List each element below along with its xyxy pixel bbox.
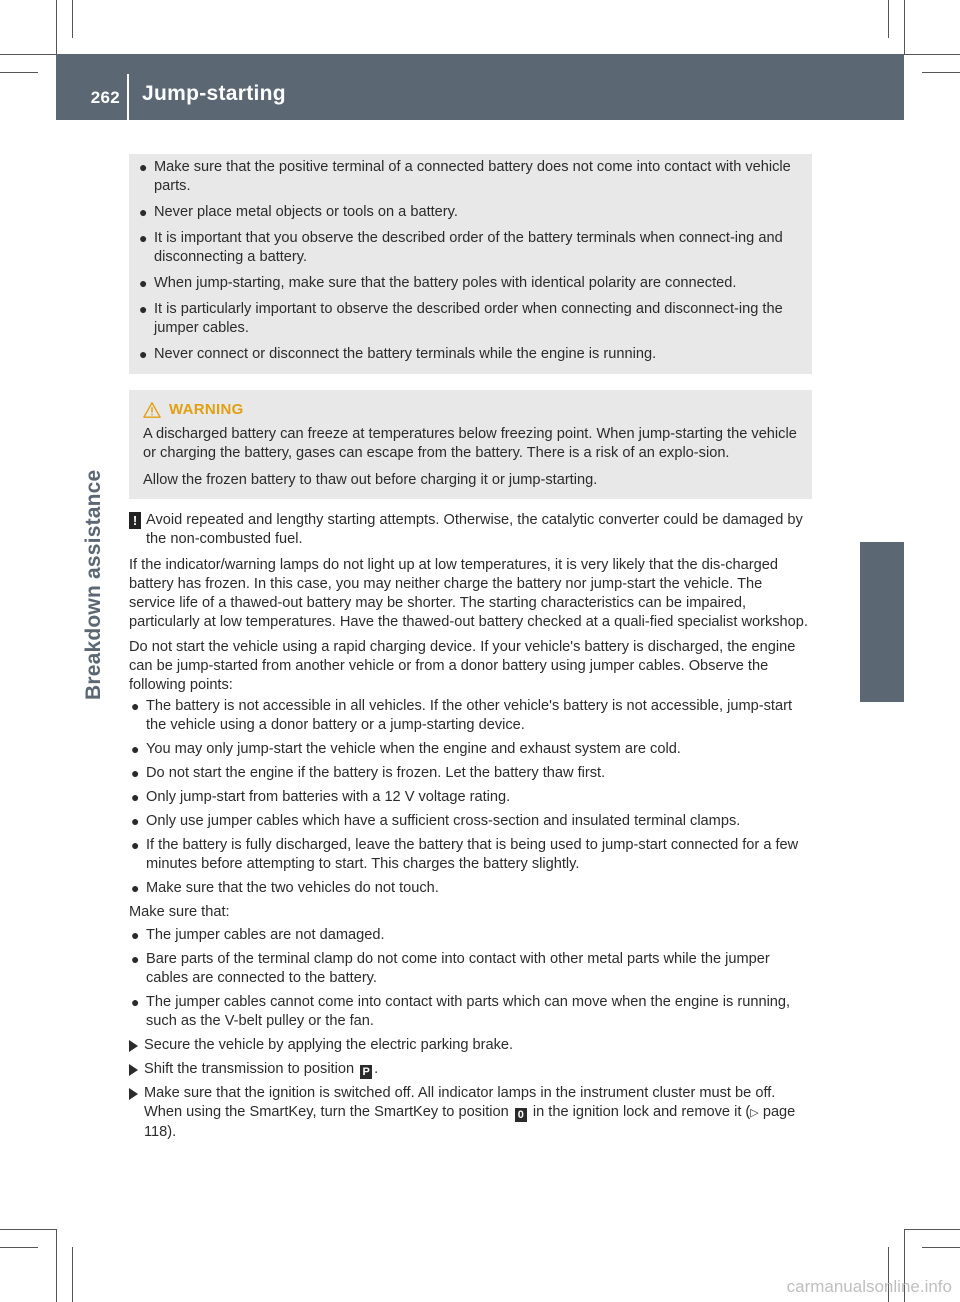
page-number: 262 <box>90 88 120 107</box>
warning-title: WARNING <box>169 401 244 418</box>
paragraph: Do not start the vehicle using a rapid charging device. If your vehicle's battery is discharged, the engine can be jump-started from another vehicle or from a donor battery using jumper cables. Observe the following points: <box>129 639 796 693</box>
warning-text: Allow the frozen battery to thaw out before charging it or jump-starting. <box>143 472 598 488</box>
paragraph: If the indicator/warning lamps do not light up at low temperatures, it is very likely that the dis-charged battery has frozen. In this case, you may neither charge the battery nor jump-start the vehicle. The service life of a thawed-out battery may be shorter. The starting characteristics can be impaired, particularly at low temperatures. Have the thawed-out battery checked at a quali-fied specialist workshop. <box>129 557 808 630</box>
list-item: ● When jump-starting, make sure that the battery poles with identical polarity are connected. <box>139 275 737 291</box>
crop-mark <box>56 0 57 54</box>
step-arrow-icon <box>129 1088 138 1100</box>
crop-mark <box>56 1229 57 1302</box>
list-item: ● Never connect or disconnect the battery terminals while the engine is running. <box>139 346 657 362</box>
bullet-icon: ● <box>139 230 148 246</box>
crop-mark <box>904 54 960 55</box>
list-item: ● If the battery is fully discharged, leave the battery that is being used to jump-start connected for a few minutes before attempting to start. This charges the battery slightly. <box>131 837 799 872</box>
warning-triangle-icon <box>143 401 161 419</box>
bullet-icon: ● <box>131 698 140 714</box>
note-text: Avoid repeated and lengthy starting attempts. Otherwise, the catalytic converter could be damaged by the non-combusted fuel. <box>146 512 803 547</box>
bullet-icon: ● <box>131 994 140 1010</box>
section-title: Jump-starting <box>142 82 286 105</box>
list-item: ● Never place metal objects or tools on a battery. <box>139 204 458 220</box>
instruction-step: Make sure that the ignition is switched off. All indicator lamps in the instrument cluster must be off. When using the SmartKey, turn the SmartKey to position 0 in the ignition lock and remove it (▷ page 118). <box>129 1084 812 1142</box>
header-divider <box>127 74 129 120</box>
list-item: ● Bare parts of the terminal clamp do not come into contact with other metal parts while the jumper cables are connected to the battery. <box>131 951 770 986</box>
warning-header <box>131 400 798 419</box>
instruction-step: Secure the vehicle by applying the electric parking brake. <box>129 1036 812 1055</box>
crop-mark <box>922 1247 960 1248</box>
instruction-step: Shift the transmission to position P . <box>129 1060 812 1079</box>
list-item: ● Do not start the engine if the battery is frozen. Let the battery thaw first. <box>131 765 606 781</box>
bullet-icon: ● <box>139 346 148 362</box>
bullet-icon: ● <box>131 741 140 757</box>
list-item: ● Make sure that the two vehicles do not touch. <box>131 880 439 896</box>
list-item: ● The jumper cables are not damaged. <box>131 927 385 943</box>
park-position-icon: P <box>360 1065 372 1079</box>
warning-panel <box>129 390 812 499</box>
bullet-icon: ● <box>139 159 148 175</box>
bullet-icon: ● <box>131 951 140 967</box>
side-tab-label: Breakdown assistance <box>82 469 105 700</box>
crop-mark <box>0 1247 38 1248</box>
crop-mark <box>72 0 73 38</box>
bullet-icon: ● <box>131 789 140 805</box>
step-arrow-icon <box>129 1064 138 1076</box>
bullet-icon: ● <box>131 837 140 853</box>
page-reference-link[interactable]: page 118 <box>144 1104 796 1140</box>
bullet-icon: ● <box>139 204 148 220</box>
crop-mark <box>0 72 38 73</box>
crop-mark <box>72 1247 73 1302</box>
bullet-icon: ● <box>139 275 148 291</box>
note <box>129 511 812 549</box>
points-list <box>129 697 812 898</box>
bullet-icon: ● <box>131 927 140 943</box>
crop-mark <box>0 1229 56 1230</box>
step-arrow-icon <box>129 1040 138 1052</box>
crop-mark <box>922 72 960 73</box>
list-item: ● It is important that you observe the described order of the battery terminals when connect-ing and disconnecting a battery. <box>139 230 783 265</box>
bullet-icon: ● <box>131 813 140 829</box>
bullet-icon: ● <box>139 301 148 317</box>
list-item: ● The jumper cables cannot come into contact with parts which can move when the engine is running, such as the V-belt pulley or the fan. <box>131 994 791 1029</box>
safety-bullets-panel <box>129 154 812 374</box>
exclamation-icon: ! <box>129 512 141 529</box>
bullet-icon: ● <box>131 765 140 781</box>
side-tab-block <box>860 542 904 702</box>
list-item: ● It is particularly important to observe the described order when connecting and disconnect-ing the jumper cables. <box>139 301 783 336</box>
watermark: carmanualsonline.info <box>786 1277 952 1296</box>
key-position-zero-icon: 0 <box>515 1108 527 1122</box>
list-item: ● The battery is not accessible in all vehicles. If the other vehicle's battery is not accessible, jump-start the vehicle using a donor battery or a jump-starting device. <box>131 698 793 733</box>
crop-mark <box>904 1229 960 1230</box>
crop-mark <box>0 54 56 55</box>
main-content <box>129 154 812 1147</box>
make-sure-heading: Make sure that: <box>129 904 230 920</box>
crop-mark <box>904 0 905 54</box>
list-item: ● Make sure that the positive terminal of a connected battery does not come into contact with vehicle parts. <box>139 159 791 194</box>
list-item: ● You may only jump-start the vehicle when the engine and exhaust system are cold. <box>131 741 681 757</box>
bullet-icon: ● <box>131 880 140 896</box>
crop-mark <box>888 0 889 38</box>
list-item: ● Only use jumper cables which have a sufficient cross-section and insulated terminal clamps. <box>131 813 741 829</box>
warning-text: A discharged battery can freeze at temperatures below freezing point. When jump-starting the vehicle or charging the battery, gases can escape from the battery. There is a risk of an explo-sion. <box>143 426 797 461</box>
page-reference-arrow-icon: ▷ <box>750 1107 759 1119</box>
list-item: ● Only jump-start from batteries with a 12 V voltage rating. <box>131 789 511 805</box>
make-sure-list <box>129 926 812 1031</box>
